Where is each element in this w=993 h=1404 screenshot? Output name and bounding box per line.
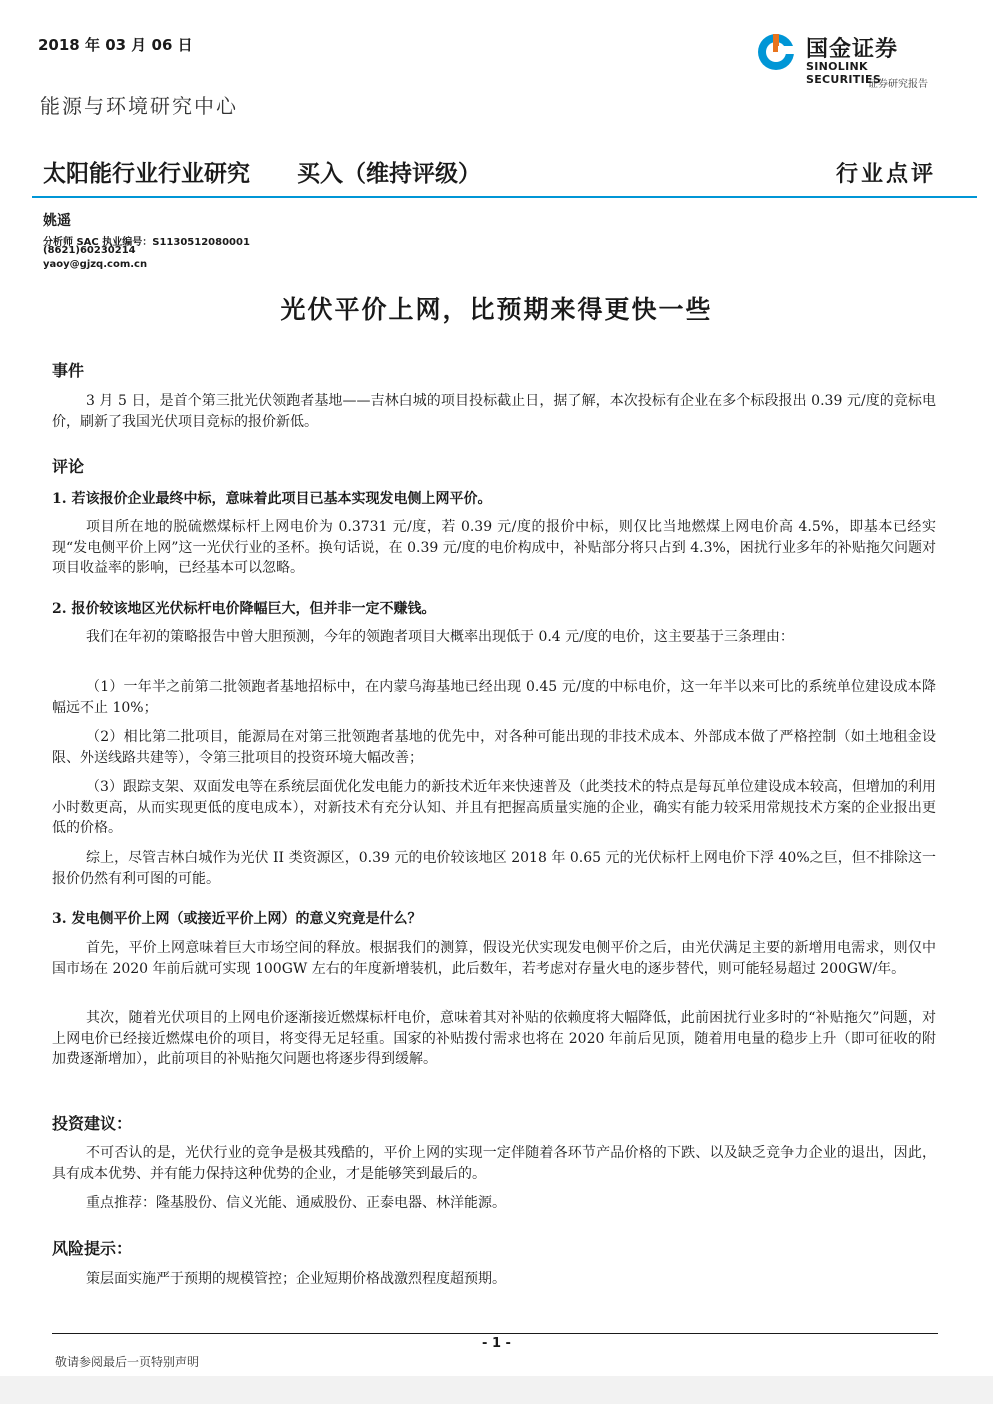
risk-heading: 风险提示： — [52, 1239, 133, 1258]
disclaimer-note: 敬请参阅最后一页特别声明 — [55, 1355, 200, 1369]
logo-subtitle: 证券研究报告 — [868, 79, 928, 90]
rating-label: 买入（维持评级） — [297, 161, 481, 187]
event-paragraph: 3 月 5 日，是首个第三批光伏领跑者基地——吉林白城的项目投标截止日，据了解，本次投标有企业在多个标段报出 0.39 元/度的竞标电价，刷新了我国光伏项目竞标的报价新低。 — [52, 393, 936, 430]
footer-divider — [52, 1333, 938, 1334]
paragraph-11: 策层面实施严于预期的规模管控；企业短期价格战激烈程度超预期。 — [86, 1271, 506, 1287]
paragraph-7: 首先，平价上网意味着巨大市场空间的释放。根据我们的测算，假设光伏实现发电侧平价之后，由光伏满足主要的新增用电需求，则仅中国市场在 2020 年前后就可实现 100GW 左右的年度新增装机，此后数年，若考虑对存量火电的逐步替代，则可能轻易超过 200GW/年。 — [52, 940, 936, 977]
paragraph-8: 其次，随着光伏项目的上网电价逐渐接近燃煤标杆电价，意味着其对补贴的依赖度将大幅降低，此前困扰行业多时的“补贴拖欠”问题，对上网电价已经接近燃煤电价的项目，将变得无足轻重。国家的补贴拨付需求也将在 2020 年前后见顶，随着用电量的稳步上升（即可征收的附加费逐渐增加），此前项目的补贴拖欠问题也将逐步得到缓解。 — [52, 1010, 936, 1067]
subheading-2: 2. 报价较该地区光伏标杆电价降幅巨大，但并非一定不赚钱。 — [52, 601, 436, 617]
paragraph-6: 综上，尽管吉林白城作为光伏 II 类资源区，0.39 元的电价较该地区 2018 年 0.65 元的光伏标杆上网电价下浮 40%之巨，但不排除这一报价仍然有利可图的可能。 — [52, 850, 936, 887]
analyst-phone: (8621)60230214 — [43, 245, 136, 256]
research-center: 能源与环境研究中心 — [40, 94, 238, 118]
header-divider — [32, 196, 977, 198]
comment-heading: 评论 — [52, 457, 85, 476]
company-logo — [756, 30, 946, 90]
page-number: - 1 - — [482, 1336, 511, 1351]
analyst-sac: 分析师 SAC 执业编号：S1130512080001 — [43, 237, 250, 248]
report-category: 行业点评 — [836, 161, 937, 187]
report-industry-title: 太阳能行业行业研究 — [43, 161, 250, 187]
page-title: 光伏平价上网，比预期来得更快一些 — [280, 295, 713, 324]
logo-chinese-name: 国金证券 — [806, 37, 899, 62]
paragraph-10: 重点推荐：隆基股份、信义光能、通威股份、正泰电器、林洋能源。 — [86, 1195, 506, 1211]
report-date: 2018 年 03 月 06 日 — [38, 36, 193, 54]
logo-english-name: SINOLINK SECURITIES — [806, 60, 882, 86]
analyst-name: 姚遥 — [43, 213, 71, 229]
sinolink-logo-icon — [756, 32, 796, 72]
paragraph-3: （1）一年半之前第二批领跑者基地招标中，在内蒙乌海基地已经出现 0.45 元/度的中标电价，这一年半以来可比的系统单位建设成本降幅远不止 10%； — [52, 679, 936, 716]
page-bottom-band — [0, 1376, 993, 1404]
paragraph-9: 不可否认的是，光伏行业的竞争是极其残酷的，平价上网的实现一定伴随着各环节产品价格的下跌、以及缺乏竞争力企业的退出，因此，具有成本优势、并有能力保持这种优势的企业，才是能够笑到最后的。 — [52, 1145, 936, 1182]
paragraph-4: （2）相比第二批项目，能源局在对第三批领跑者基地的优先中，对各种可能出现的非技术成本、外部成本做了严格控制（如土地租金设限、外送线路共建等），令第三批项目的投资环境大幅改善； — [52, 729, 936, 766]
paragraph-5: （3）跟踪支架、双面发电等在系统层面优化发电能力的新技术近年来快速普及（此类技术的特点是每瓦单位建设成本较高，但增加的利用小时数更高，从而实现更低的度电成本），对新技术有充分认知、并且有把握高质量实施的企业，确实有能力较采用常规技术方案的企业报出更低的价格。 — [52, 779, 936, 836]
paragraph-2: 我们在年初的策略报告中曾大胆预测，今年的领跑者项目大概率出现低于 0.4 元/度的电价，这主要基于三条理由： — [86, 629, 794, 645]
subheading-3: 3. 发电侧平价上网（或接近平价上网）的意义究竟是什么？ — [52, 911, 422, 927]
paragraph-1: 项目所在地的脱硫燃煤标杆上网电价为 0.3731 元/度，若 0.39 元/度的报价中标，则仅比当地燃煤上网电价高 4.5%，即基本已经实现“发电侧平价上网”这一光伏行业的圣杯。换句话说，在 0.39 元/度的电价构成中，补贴部分将只占到 4.3%，困扰行业多年的补贴拖欠问题对项目收益率的影响，已经基本可以忽略。 — [52, 519, 936, 576]
investment-heading: 投资建议： — [52, 1114, 133, 1133]
event-heading: 事件 — [52, 361, 85, 380]
subheading-1: 1. 若该报价企业最终中标，意味着此项目已基本实现发电侧上网平价。 — [52, 491, 492, 507]
analyst-email[interactable]: yaoy@gjzq.com.cn — [43, 259, 148, 270]
